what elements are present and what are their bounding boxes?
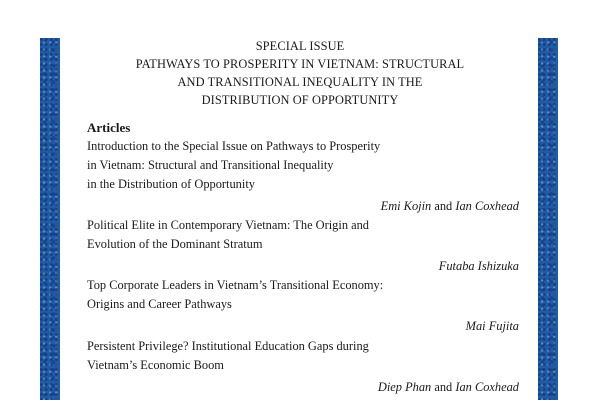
article-title-line: Political Elite in Contemporary Vietnam: The Origin and <box>87 218 370 232</box>
header-line-title-1: PATHWAYS TO PROSPERITY IN VIETNAM: STRUCTURAL <box>135 57 465 71</box>
header-line-title-3: DISTRIBUTION OF OPPORTUNITY <box>201 93 399 107</box>
author-name: Emi Kojin <box>380 199 432 213</box>
article-title-line: Top Corporate Leaders in Vietnam’s Transitional Economy: <box>87 278 384 292</box>
author-conjunction: and <box>431 380 456 394</box>
article-authors <box>87 317 519 336</box>
author-name: Ian Coxhead <box>455 380 519 394</box>
article-authors <box>87 197 519 216</box>
article-entry-persistent-privilege[interactable] <box>87 337 519 397</box>
special-issue-header <box>62 37 538 109</box>
left-decorative-band <box>40 38 60 400</box>
author-name: Diep Phan <box>377 380 432 394</box>
header-line-title-2: AND TRANSITIONAL INEQUALITY IN THE <box>177 75 423 89</box>
article-entry-political-elite[interactable] <box>87 216 519 276</box>
article-entry-corporate-leaders[interactable] <box>87 276 519 336</box>
author-conjunction: and <box>431 199 456 213</box>
right-decorative-band <box>538 38 558 400</box>
articles-heading: Articles <box>87 120 131 135</box>
header-line-special-issue: SPECIAL ISSUE <box>255 39 345 53</box>
article-title-line: in Vietnam: Structural and Transitional Inequality <box>87 158 334 172</box>
article-title-line: Evolution of the Dominant Stratum <box>87 237 263 251</box>
article-title-line: Introduction to the Special Issue on Pathways to Prosperity <box>87 139 381 153</box>
author-name: Futaba Ishizuka <box>438 259 519 273</box>
article-title-line: Vietnam’s Economic Boom <box>87 358 224 372</box>
article-authors <box>87 257 519 276</box>
article-authors <box>87 378 519 397</box>
author-name: Mai Fujita <box>465 319 519 333</box>
article-title-line: in the Distribution of Opportunity <box>87 177 255 191</box>
article-title-line: Origins and Career Pathways <box>87 297 232 311</box>
article-title-line: Persistent Privilege? Institutional Education Gaps during <box>87 339 369 353</box>
author-name: Ian Coxhead <box>455 199 519 213</box>
article-entry-introduction[interactable] <box>87 137 519 216</box>
